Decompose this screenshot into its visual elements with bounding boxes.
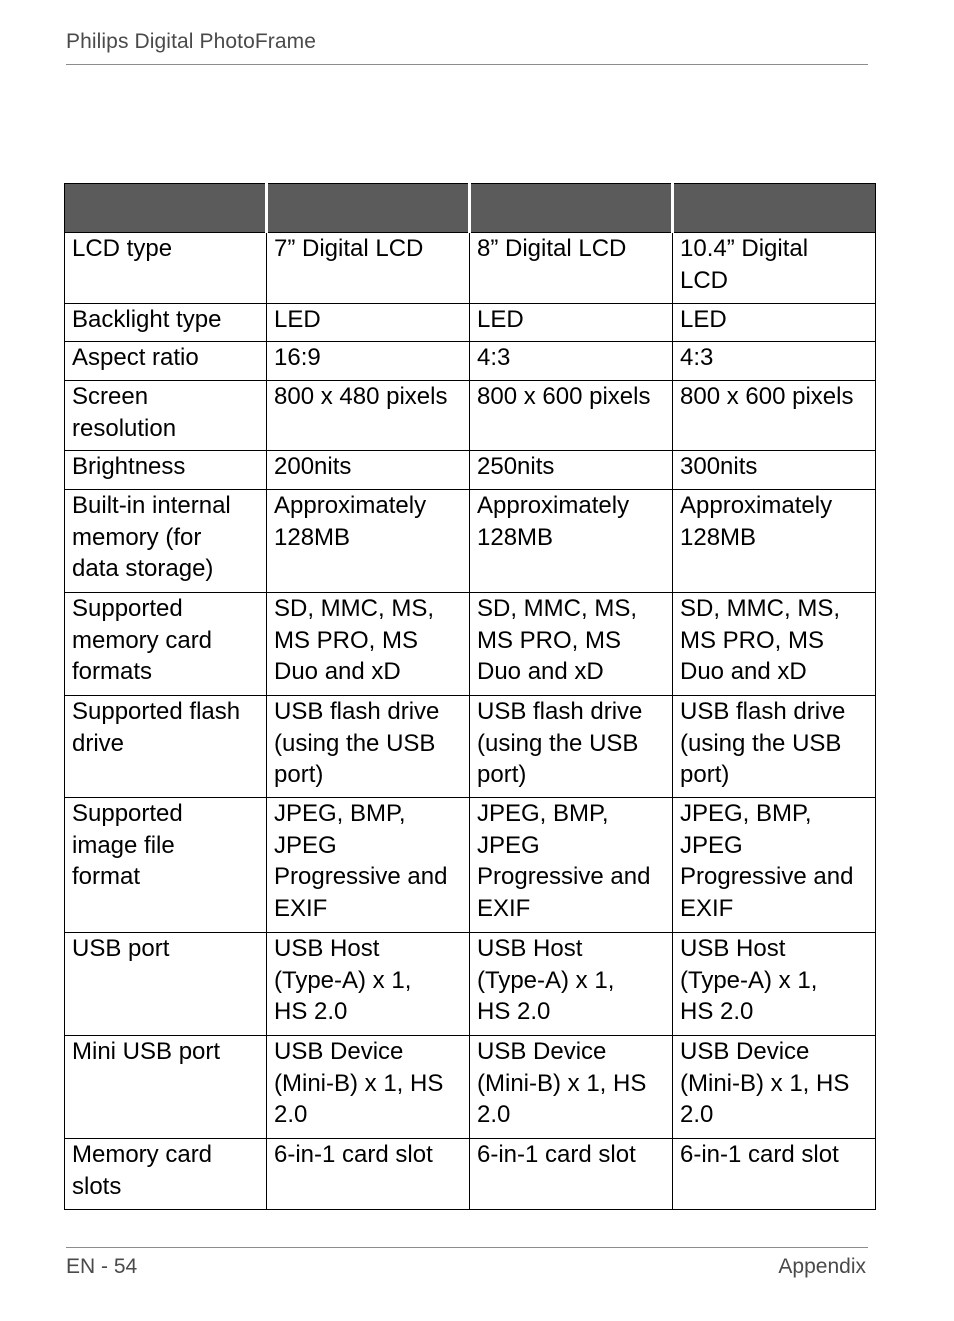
table-header-row: [65, 184, 876, 233]
cell-value: 800 x 600 pixels: [470, 381, 673, 451]
row-label: Brightness: [65, 451, 267, 490]
cell-value: 10.4” Digital LCD: [673, 233, 876, 304]
cell-value: USB flash drive (using the USB port): [673, 696, 876, 798]
cell-value: 250nits: [470, 451, 673, 490]
cell-value: 800 x 600 pixels: [673, 381, 876, 451]
row-label: Built-in internal memory (for data storage): [65, 490, 267, 593]
table-row: [65, 233, 876, 304]
cell-value: 6-in-1 card slot: [470, 1139, 673, 1210]
row-label: Aspect ratio: [65, 342, 267, 381]
table-row: [65, 342, 876, 381]
table-row: [65, 696, 876, 798]
cell-value: JPEG, BMP, JPEG Progressive and EXIF: [470, 798, 673, 933]
cell-value: 7” Digital LCD: [267, 233, 470, 304]
cell-value: LED: [267, 304, 470, 342]
cell-value: USB Device (Mini-B) x 1, HS 2.0: [673, 1036, 876, 1139]
cell-value: 200nits: [267, 451, 470, 490]
row-label: USB port: [65, 933, 267, 1036]
table-row: [65, 451, 876, 490]
cell-value: 16:9: [267, 342, 470, 381]
table-row: [65, 593, 876, 696]
cell-value: USB flash drive (using the USB port): [267, 696, 470, 798]
header-divider: [66, 64, 868, 65]
row-label: LCD type: [65, 233, 267, 304]
cell-value: SD, MMC, MS, MS PRO, MS Duo and xD: [470, 593, 673, 696]
cell-value: USB Device (Mini-B) x 1, HS 2.0: [267, 1036, 470, 1139]
cell-value: SD, MMC, MS, MS PRO, MS Duo and xD: [267, 593, 470, 696]
row-label: Mini USB port: [65, 1036, 267, 1139]
cell-value: LED: [470, 304, 673, 342]
cell-value: USB Host (Type-A) x 1, HS 2.0: [267, 933, 470, 1036]
cell-value: Approximately 128MB: [267, 490, 470, 593]
row-label: Screen resolution: [65, 381, 267, 451]
cell-value: 4:3: [470, 342, 673, 381]
row-label: Backlight type: [65, 304, 267, 342]
header-cell: [267, 184, 470, 233]
cell-value: 300nits: [673, 451, 876, 490]
running-header-title: Philips Digital PhotoFrame: [66, 30, 317, 53]
cell-value: 800 x 480 pixels: [267, 381, 470, 451]
cell-value: LED: [673, 304, 876, 342]
header-cell: [65, 184, 267, 233]
page-number: EN - 54: [66, 1255, 138, 1278]
row-label: Supported image file format: [65, 798, 267, 933]
cell-value: USB flash drive (using the USB port): [470, 696, 673, 798]
row-label: Supported memory card formats: [65, 593, 267, 696]
cell-value: 6-in-1 card slot: [267, 1139, 470, 1210]
cell-value: 4:3: [673, 342, 876, 381]
section-name: Appendix: [778, 1255, 866, 1278]
cell-value: Approximately 128MB: [673, 490, 876, 593]
cell-value: 8” Digital LCD: [470, 233, 673, 304]
cell-value: USB Device (Mini-B) x 1, HS 2.0: [470, 1036, 673, 1139]
cell-value: SD, MMC, MS, MS PRO, MS Duo and xD: [673, 593, 876, 696]
header-cell: [673, 184, 876, 233]
table-row: [65, 798, 876, 933]
table-row: [65, 1139, 876, 1210]
cell-value: 6-in-1 card slot: [673, 1139, 876, 1210]
cell-value: USB Host (Type-A) x 1, HS 2.0: [673, 933, 876, 1036]
row-label: Supported flash drive: [65, 696, 267, 798]
cell-value: Approximately 128MB: [470, 490, 673, 593]
table-row: [65, 1036, 876, 1139]
cell-value: USB Host (Type-A) x 1, HS 2.0: [470, 933, 673, 1036]
cell-value: JPEG, BMP, JPEG Progressive and EXIF: [673, 798, 876, 933]
table-row: [65, 304, 876, 342]
footer-divider: [66, 1247, 868, 1248]
header-cell: [470, 184, 673, 233]
table-row: [65, 933, 876, 1036]
table-row: [65, 490, 876, 593]
spec-table: [64, 183, 876, 1210]
row-label: Memory card slots: [65, 1139, 267, 1210]
table-row: [65, 381, 876, 451]
cell-value: JPEG, BMP, JPEG Progressive and EXIF: [267, 798, 470, 933]
